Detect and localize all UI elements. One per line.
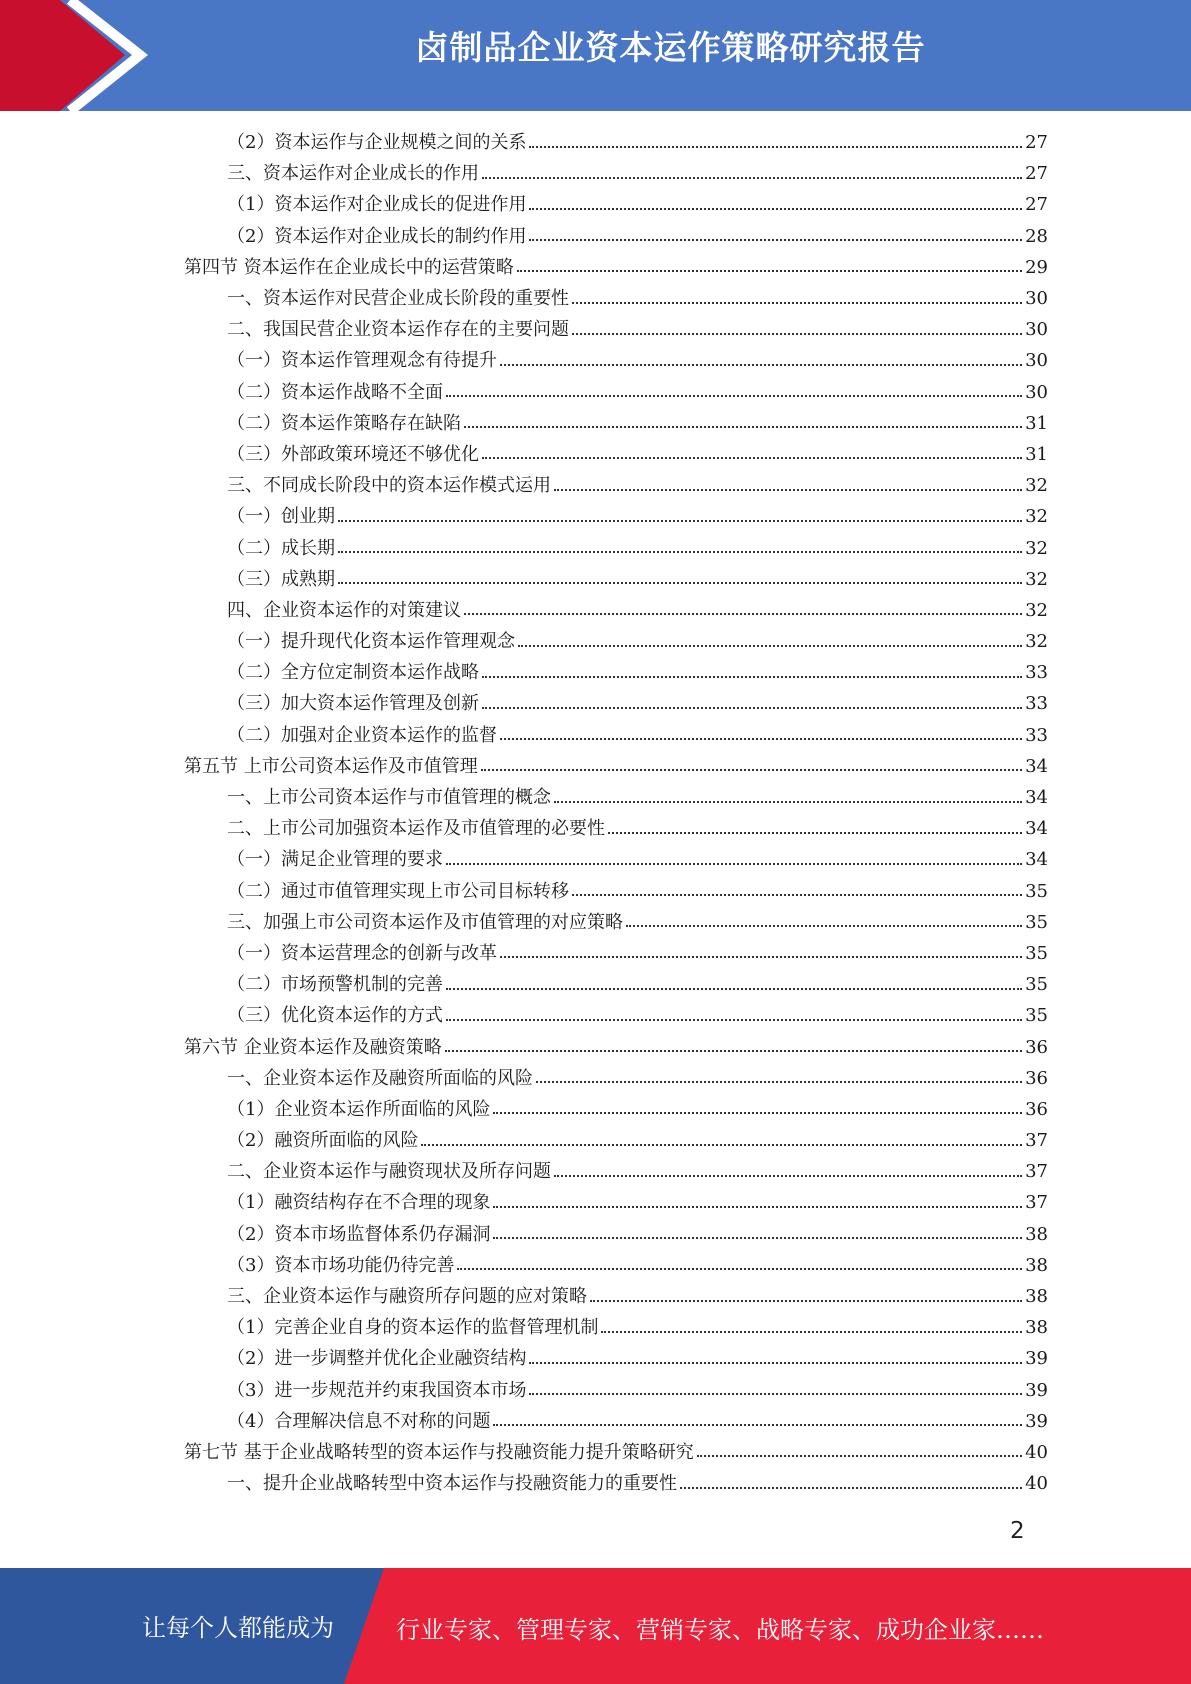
toc-entry-page: 27 xyxy=(1025,163,1048,185)
dot-leader xyxy=(608,832,1022,834)
toc-entry-page: 33 xyxy=(1025,693,1048,715)
toc-entry[interactable] xyxy=(184,127,1048,158)
toc-entry-page: 38 xyxy=(1025,1254,1048,1276)
toc-entry[interactable] xyxy=(184,532,1048,563)
toc-entry-title: （二）成长期 xyxy=(227,537,335,559)
toc-entry-page: 27 xyxy=(1025,132,1048,154)
footer-slogan-right: 行业专家、管理专家、营销专家、战略专家、成功企业家…… xyxy=(396,1616,1044,1644)
toc-entry-page: 32 xyxy=(1025,537,1048,559)
dot-leader xyxy=(554,801,1022,803)
toc-entry-title: 四、企业资本运作的对策建议 xyxy=(227,599,461,621)
toc-entry-page: 37 xyxy=(1025,1161,1048,1183)
toc-entry[interactable] xyxy=(184,688,1048,719)
toc-entry[interactable] xyxy=(184,470,1048,501)
toc-entry-title: 二、企业资本运作与融资现状及所存问题 xyxy=(227,1161,551,1183)
toc-entry-title: （2）进一步调整并优化企业融资结构 xyxy=(227,1348,527,1370)
toc-entry[interactable] xyxy=(184,377,1048,408)
dot-leader xyxy=(697,1455,1022,1457)
toc-entry-title: （2）资本运作对企业成长的制约作用 xyxy=(227,225,527,247)
dot-leader xyxy=(590,1300,1022,1302)
toc-entry-page: 31 xyxy=(1025,443,1048,465)
toc-entry-title: （一）创业期 xyxy=(227,506,335,528)
toc-entry-title: （三）优化资本运作的方式 xyxy=(227,1005,443,1027)
toc-entry-title: （1）企业资本运作所面临的风险 xyxy=(227,1098,491,1120)
toc-entry-page: 30 xyxy=(1025,288,1048,310)
toc-entry-page: 30 xyxy=(1025,350,1048,372)
toc-entry[interactable] xyxy=(184,751,1048,782)
dot-leader xyxy=(482,457,1022,459)
toc-entry-title: 三、加强上市公司资本运作及市值管理的对应策略 xyxy=(227,911,623,933)
dot-leader xyxy=(500,364,1022,366)
toc-entry[interactable] xyxy=(184,876,1048,907)
dot-leader xyxy=(493,1112,1022,1114)
toc-entry-page: 35 xyxy=(1025,1005,1048,1027)
dot-leader xyxy=(446,395,1022,397)
toc-entry-page: 32 xyxy=(1025,475,1048,497)
dot-leader xyxy=(338,582,1022,584)
dot-leader xyxy=(536,1081,1022,1083)
toc-entry[interactable] xyxy=(184,1437,1048,1468)
toc-entry-title: （三）成熟期 xyxy=(227,568,335,590)
dot-leader xyxy=(500,956,1022,958)
toc-entry[interactable] xyxy=(184,221,1048,252)
dot-leader xyxy=(601,1331,1022,1333)
toc-entry[interactable] xyxy=(184,1094,1048,1125)
toc-entry-title: 第六节 企业资本运作及融资策略 xyxy=(184,1036,442,1058)
toc-entry-title: （二）资本运作战略不全面 xyxy=(227,381,443,403)
page-footer xyxy=(0,1568,1191,1684)
toc-entry-page: 32 xyxy=(1025,631,1048,653)
toc-entry-title: （1）完善企业自身的资本运作的监督管理机制 xyxy=(227,1317,599,1339)
toc-entry[interactable] xyxy=(184,626,1048,657)
toc-entry[interactable] xyxy=(184,657,1048,688)
toc-entry-title: （二）全方位定制资本运作战略 xyxy=(227,662,479,684)
toc-entry-page: 39 xyxy=(1025,1410,1048,1432)
toc-entry-page: 39 xyxy=(1025,1379,1048,1401)
toc-entry-page: 27 xyxy=(1025,194,1048,216)
dot-leader xyxy=(482,177,1022,179)
toc-entry-page: 37 xyxy=(1025,1130,1048,1152)
toc-entry-page: 36 xyxy=(1025,1098,1048,1120)
toc-entry[interactable] xyxy=(184,252,1048,283)
dot-leader xyxy=(482,676,1022,678)
toc-entry-title: （4）合理解决信息不对称的问题 xyxy=(227,1410,491,1432)
dot-leader xyxy=(529,1393,1022,1395)
toc-entry-page: 34 xyxy=(1025,849,1048,871)
dot-leader xyxy=(529,208,1022,210)
toc-entry-title: （三）加大资本运作管理及创新 xyxy=(227,693,479,715)
toc-entry[interactable] xyxy=(184,1219,1048,1250)
dot-leader xyxy=(338,520,1022,522)
toc-entry-title: 二、上市公司加强资本运作及市值管理的必要性 xyxy=(227,818,605,840)
toc-entry[interactable] xyxy=(184,720,1048,751)
toc-entry[interactable] xyxy=(184,283,1048,314)
toc-entry-page: 40 xyxy=(1025,1441,1048,1463)
toc-entry-page: 32 xyxy=(1025,568,1048,590)
toc-entry[interactable] xyxy=(184,1312,1048,1343)
toc-entry-page: 35 xyxy=(1025,974,1048,996)
footer-slogan-left: 让每个人都能成为 xyxy=(142,1614,334,1642)
toc-entry-page: 38 xyxy=(1025,1286,1048,1308)
dot-leader xyxy=(500,738,1022,740)
toc-entry[interactable] xyxy=(184,1468,1048,1499)
toc-entry-title: （1）融资结构存在不合理的现象 xyxy=(227,1192,491,1214)
dot-leader xyxy=(338,551,1022,553)
toc-entry-page: 32 xyxy=(1025,599,1048,621)
toc-entry[interactable] xyxy=(184,564,1048,595)
toc-entry[interactable] xyxy=(184,1156,1048,1187)
toc-entry-title: （一）资本运营理念的创新与改革 xyxy=(227,942,497,964)
toc-entry-page: 30 xyxy=(1025,381,1048,403)
toc-entry-title: （3）资本市场功能仍待完善 xyxy=(227,1254,455,1276)
toc-entry-title: 一、资本运作对民营企业成长阶段的重要性 xyxy=(227,288,569,310)
toc-entry-title: （2）资本运作与企业规模之间的关系 xyxy=(227,132,527,154)
toc-entry-page: 40 xyxy=(1025,1473,1048,1495)
dot-leader xyxy=(446,863,1022,865)
toc-entry-title: 三、企业资本运作与融资所存问题的应对策略 xyxy=(227,1286,587,1308)
dot-leader xyxy=(482,707,1022,709)
toc-entry[interactable] xyxy=(184,1406,1048,1437)
dot-leader xyxy=(572,302,1022,304)
toc-entry-title: 三、不同成长阶段中的资本运作模式运用 xyxy=(227,475,551,497)
toc-entry-page: 32 xyxy=(1025,506,1048,528)
dot-leader xyxy=(445,1050,1022,1052)
dot-leader xyxy=(421,1144,1022,1146)
toc-entry[interactable] xyxy=(184,1375,1048,1406)
dot-leader xyxy=(518,645,1022,647)
toc-entry[interactable] xyxy=(184,158,1048,189)
toc-entry[interactable] xyxy=(184,907,1048,938)
toc-entry-page: 29 xyxy=(1025,256,1048,278)
toc-entry-page: 34 xyxy=(1025,787,1048,809)
dot-leader xyxy=(493,1206,1022,1208)
toc-entry-page: 39 xyxy=(1025,1348,1048,1370)
toc-entry-title: （一）满足企业管理的要求 xyxy=(227,849,443,871)
toc-entry-title: （二）通过市值管理实现上市公司目标转移 xyxy=(227,880,569,902)
toc-entry-title: （2）资本市场监督体系仍存漏洞 xyxy=(227,1223,491,1245)
toc-entry-title: （1）资本运作对企业成长的促进作用 xyxy=(227,194,527,216)
dot-leader xyxy=(626,925,1022,927)
page-number: 2 xyxy=(1010,1518,1025,1544)
dot-leader xyxy=(457,1268,1022,1270)
toc-entry[interactable] xyxy=(184,408,1048,439)
dot-leader xyxy=(529,1362,1022,1364)
toc-entry-title: （2）融资所面临的风险 xyxy=(227,1130,419,1152)
toc-entry-page: 36 xyxy=(1025,1067,1048,1089)
dot-leader xyxy=(572,894,1022,896)
toc-entry-title: （一）提升现代化资本运作管理观念 xyxy=(227,631,515,653)
toc-entry-page: 33 xyxy=(1025,662,1048,684)
toc-entry[interactable] xyxy=(184,1125,1048,1156)
dot-leader xyxy=(529,239,1022,241)
toc-entry-page: 38 xyxy=(1025,1317,1048,1339)
dot-leader xyxy=(554,1175,1022,1177)
toc-entry[interactable] xyxy=(184,969,1048,1000)
dot-leader xyxy=(554,489,1022,491)
toc-entry[interactable] xyxy=(184,1000,1048,1031)
toc-entry-title: 第七节 基于企业战略转型的资本运作与投融资能力提升策略研究 xyxy=(184,1441,694,1463)
toc-entry-page: 31 xyxy=(1025,412,1048,434)
toc-entry-page: 30 xyxy=(1025,319,1048,341)
toc-entry-title: （一）资本运作管理观念有待提升 xyxy=(227,350,497,372)
toc-entry-page: 35 xyxy=(1025,911,1048,933)
dot-leader xyxy=(464,613,1022,615)
dot-leader xyxy=(446,1019,1022,1021)
toc-entry-title: 一、提升企业战略转型中资本运作与投融资能力的重要性 xyxy=(227,1473,677,1495)
dot-leader xyxy=(446,988,1022,990)
toc-entry[interactable] xyxy=(184,813,1048,844)
dot-leader xyxy=(481,769,1022,771)
toc-entry[interactable] xyxy=(184,1281,1048,1312)
toc-entry[interactable] xyxy=(184,1187,1048,1218)
toc-entry-page: 37 xyxy=(1025,1192,1048,1214)
toc-entry[interactable] xyxy=(184,1031,1048,1062)
document-title: 卤制品企业资本运作策略研究报告 xyxy=(415,28,926,67)
toc-entry[interactable] xyxy=(184,844,1048,875)
toc-entry-page: 28 xyxy=(1025,225,1048,247)
toc-entry[interactable] xyxy=(184,1063,1048,1094)
toc-entry[interactable] xyxy=(184,1250,1048,1281)
toc-entry-title: （二）加强对企业资本运作的监督 xyxy=(227,724,497,746)
toc-entry[interactable] xyxy=(184,501,1048,532)
toc-entry-page: 35 xyxy=(1025,942,1048,964)
toc-entry-title: （二）市场预警机制的完善 xyxy=(227,974,443,996)
toc-entry-title: 二、我国民营企业资本运作存在的主要问题 xyxy=(227,319,569,341)
toc-entry-title: （二）资本运作策略存在缺陷 xyxy=(227,412,461,434)
toc-entry-title: （3）进一步规范并约束我国资本市场 xyxy=(227,1379,527,1401)
toc-entry-title: 一、企业资本运作及融资所面临的风险 xyxy=(227,1067,533,1089)
toc-entry[interactable] xyxy=(184,938,1048,969)
toc-entry[interactable] xyxy=(184,782,1048,813)
toc-entry[interactable] xyxy=(184,439,1048,470)
toc-entry-title: 三、资本运作对企业成长的作用 xyxy=(227,163,479,185)
toc-entry[interactable] xyxy=(184,1343,1048,1374)
toc-entry[interactable] xyxy=(184,345,1048,376)
toc-entry[interactable] xyxy=(184,314,1048,345)
toc-entry-page: 34 xyxy=(1025,818,1048,840)
toc-entry-title: 一、上市公司资本运作与市值管理的概念 xyxy=(227,787,551,809)
dot-leader xyxy=(517,270,1022,272)
toc-entry-page: 34 xyxy=(1025,755,1048,777)
toc-entry-title: 第五节 上市公司资本运作及市值管理 xyxy=(184,755,478,777)
toc-entry-page: 36 xyxy=(1025,1036,1048,1058)
table-of-contents xyxy=(184,127,1048,1499)
dot-leader xyxy=(493,1237,1022,1239)
dot-leader xyxy=(493,1424,1022,1426)
dot-leader xyxy=(529,146,1022,148)
toc-entry-title: （三）外部政策环境还不够优化 xyxy=(227,443,479,465)
toc-entry-page: 35 xyxy=(1025,880,1048,902)
dot-leader xyxy=(572,333,1022,335)
toc-entry[interactable] xyxy=(184,189,1048,220)
dot-leader xyxy=(680,1487,1022,1489)
page-header xyxy=(0,0,1191,111)
dot-leader xyxy=(464,426,1022,428)
toc-entry-page: 33 xyxy=(1025,724,1048,746)
toc-entry-page: 38 xyxy=(1025,1223,1048,1245)
toc-entry[interactable] xyxy=(184,595,1048,626)
toc-entry-title: 第四节 资本运作在企业成长中的运营策略 xyxy=(184,256,514,278)
